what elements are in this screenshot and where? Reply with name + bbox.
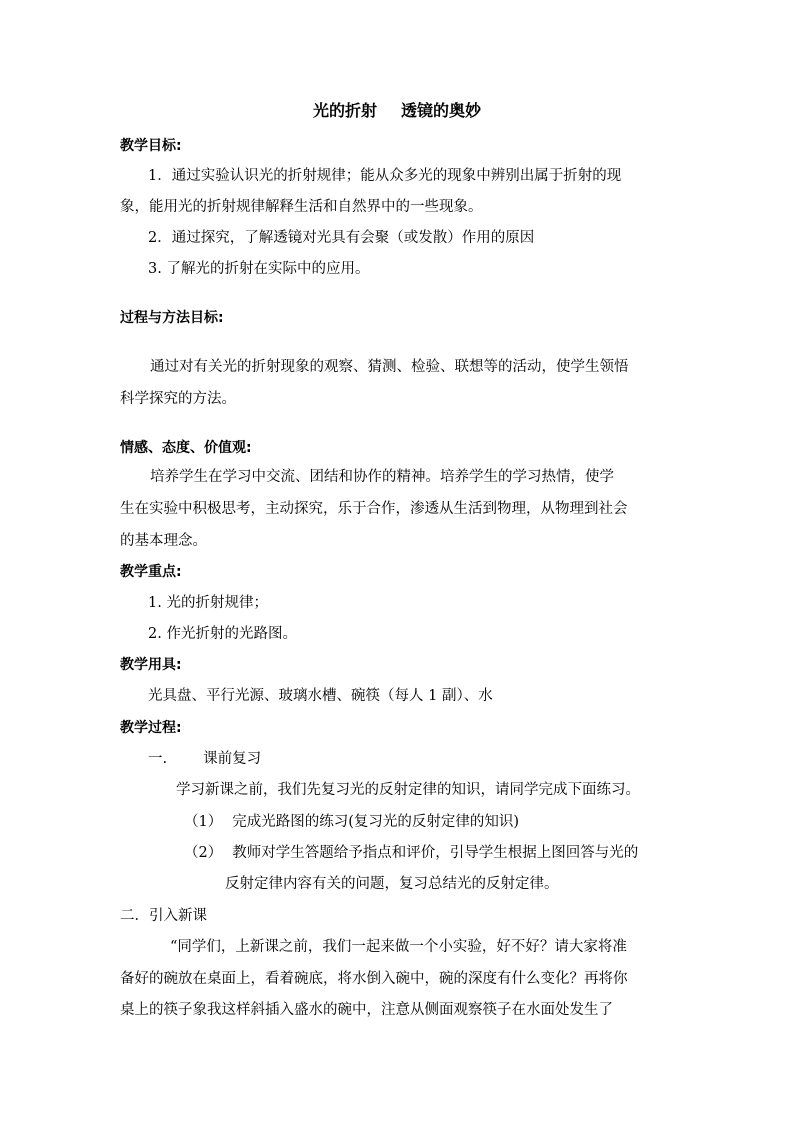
objective-3: 3. 了解光的折射在实际中的应用。	[148, 261, 370, 277]
sub-item-2-text-line-2: 反射定律内容有关的问题，复习总结光的反射定律。	[225, 876, 559, 892]
key-points-heading: 教学重点:	[120, 564, 182, 580]
sub-item-2-number: （2）	[184, 845, 223, 861]
step-2-line-2: 备好的碗放在桌面上，看着碗底，将水倒入碗中，碗的深度有什么变化？再将你	[120, 971, 628, 987]
step-1-number: 一.	[148, 751, 168, 767]
objectives-heading: 教学目标:	[120, 138, 182, 154]
emotion-line-1: 培养学生在学习中交流、团结和协作的精神。培养学生的学习热情，使学	[150, 469, 614, 485]
sub-item-1-number: （1）	[184, 814, 223, 830]
title-part-2: 透镜的奥妙	[401, 101, 482, 120]
key-point-2: 2. 作光折射的光路图。	[148, 626, 297, 642]
process-methods-line-1: 通过对有关光的折射现象的观察、猜测、检验、联想等的活动，使学生领悟	[150, 359, 629, 375]
step-1-header	[148, 749, 261, 769]
title-part-1: 光的折射	[312, 101, 377, 120]
step-1-text: 学习新课之前，我们先复习光的反射定律的知识，请同学完成下面练习。	[176, 782, 640, 798]
step-2-title: 二．引入新课	[120, 908, 207, 924]
process-methods-line-2: 科学探究的方法。	[120, 391, 236, 407]
tools-heading: 教学用具:	[120, 657, 182, 673]
sub-item-2-text-line-1: 教师对学生答题给予指点和评价，引导学生根据上图回答与光的	[232, 845, 639, 861]
step-2-line-3: 桌上的筷子象我这样斜插入盛水的碗中，注意从侧面观察筷子在水面处发生了	[120, 1002, 613, 1018]
process-methods-heading: 过程与方法目标:	[120, 310, 224, 326]
emotion-heading: 情感、态度、价值观:	[120, 440, 252, 456]
page-title	[0, 101, 794, 121]
tools-list: 光具盘、平行光源、玻璃水槽、碗筷（每人 1 副）、水	[148, 688, 493, 704]
emotion-line-2: 生在实验中积极思考，主动探究，乐于合作，渗透从生活到物理，从物理到社会	[120, 501, 628, 517]
sub-item-1-text: 完成光路图的练习(复习光的反射定律的知识)	[232, 814, 520, 830]
objective-1-line-2: 象，能用光的折射规律解释生活和自然界中的一些现象。	[120, 199, 483, 215]
objective-1-line-1: 1．通过实验认识光的折射规律；能从众多光的现象中辨别出属于折射的现	[148, 168, 622, 184]
step-2-line-1: “同学们，上新课之前，我们一起来做一个小实验，好不好？请大家将准	[170, 939, 627, 955]
objective-2: 2．通过探究，了解透镜对光具有会聚（或发散）作用的原因	[148, 230, 535, 246]
process-heading: 教学过程:	[120, 720, 182, 736]
step-1-title: 课前复习	[203, 751, 262, 767]
emotion-line-3: 的基本理念。	[120, 533, 207, 549]
key-point-1: 1. 光的折射规律；	[148, 595, 268, 611]
sub-item-1	[184, 812, 519, 832]
sub-item-2	[184, 843, 638, 863]
